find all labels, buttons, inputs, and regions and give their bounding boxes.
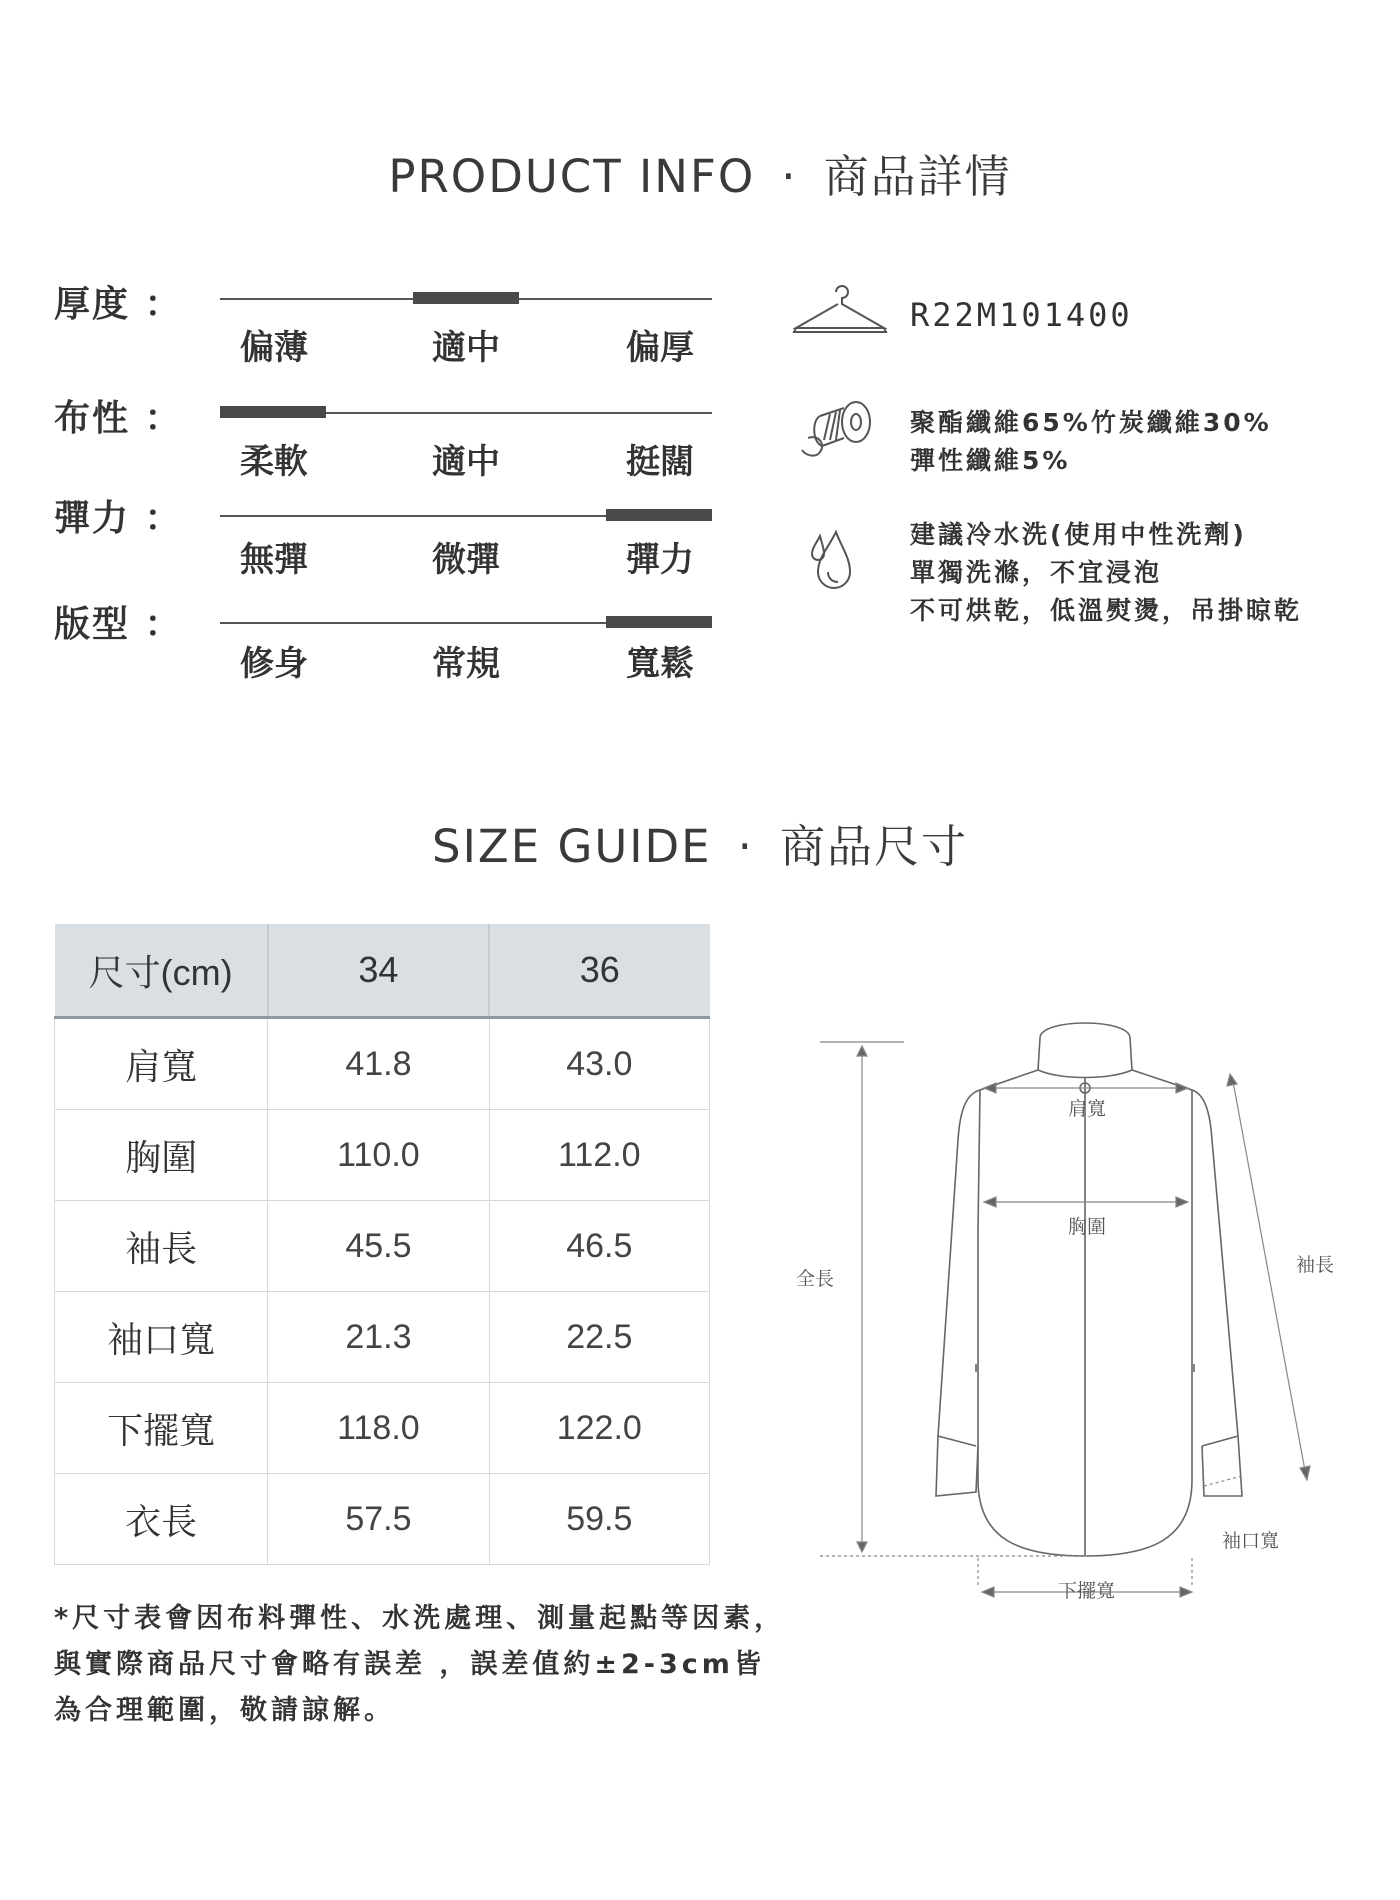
care-line-2: 單獨洗滌，不宜浸泡 [910, 558, 1163, 587]
diagram-label-sleeve: 袖長 [1296, 1254, 1335, 1276]
table-row [55, 1292, 710, 1383]
cell-value: 110.0 [268, 1110, 489, 1201]
option-stretch: 彈力 [626, 540, 694, 580]
option-moderate: 適中 [432, 442, 500, 482]
scale-marker-fit [606, 616, 712, 628]
table-row [55, 1110, 710, 1201]
scale-marker-fabric [220, 406, 326, 418]
option-thick: 偏厚 [626, 328, 694, 368]
option-slim: 修身 [240, 644, 308, 684]
material-spec [910, 404, 1272, 480]
material-line-1: 聚酯纖維65%竹炭纖維30% [910, 408, 1272, 437]
diagram-label-hem: 下擺寬 [1058, 1580, 1116, 1602]
size-guide-title [0, 810, 1400, 875]
size-table [54, 924, 710, 1565]
product-info-title [0, 140, 1400, 205]
row-label-chest: 胸圍 [55, 1110, 268, 1201]
row-label-length: 衣長 [55, 1474, 268, 1565]
material-line-2: 彈性纖維5% [910, 446, 1071, 475]
care-line-1: 建議冷水洗(使用中性洗劑) [910, 520, 1247, 549]
thread-spool-icon [800, 398, 884, 464]
attr-label-fabric: 布性 ： [54, 398, 183, 439]
table-row [55, 1383, 710, 1474]
diagram-label-length: 全長 [796, 1268, 835, 1290]
care-instructions [910, 516, 1302, 630]
option-medium: 適中 [432, 328, 500, 368]
option-regular: 常規 [432, 644, 500, 684]
cell-value: 21.3 [268, 1292, 489, 1383]
cell-value: 46.5 [489, 1201, 709, 1292]
title-separator: · [737, 820, 754, 873]
care-line-3: 不可烘乾，低溫熨燙，吊掛晾乾 [910, 596, 1303, 625]
table-row [55, 1018, 710, 1110]
cell-value: 122.0 [489, 1383, 709, 1474]
header-size-34: 34 [268, 924, 489, 1018]
row-label-cuff: 袖口寬 [55, 1292, 268, 1383]
option-no-stretch: 無彈 [240, 540, 308, 580]
attr-label-stretch: 彈力 ： [54, 498, 183, 539]
cell-value: 59.5 [489, 1474, 709, 1565]
cell-value: 22.5 [489, 1292, 709, 1383]
option-slight-stretch: 微彈 [432, 540, 500, 580]
cell-value: 43.0 [489, 1018, 709, 1110]
option-crisp: 挺闊 [626, 442, 694, 482]
product-info-title-zh: 商品詳情 [823, 150, 1012, 203]
note-line-1: *尺寸表會因布料彈性、水洗處理、測量起點等因素， [54, 1603, 786, 1634]
note-line-3: 為合理範圍，敬請諒解。 [54, 1695, 395, 1726]
size-table-header [55, 924, 710, 1018]
cell-value: 45.5 [268, 1201, 489, 1292]
size-guide-title-en: SIZE GUIDE [432, 820, 712, 873]
hanger-icon [792, 280, 888, 342]
table-row [55, 1474, 710, 1565]
note-line-2: 與實際商品尺寸會略有誤差 ，誤差值約±2-3cm皆 [54, 1649, 765, 1680]
product-code: R22M101400 [910, 296, 1133, 334]
table-row [55, 1201, 710, 1292]
size-guide-title-zh: 商品尺寸 [779, 820, 968, 873]
option-thin: 偏薄 [240, 328, 308, 368]
cell-value: 118.0 [268, 1383, 489, 1474]
size-disclaimer-note [54, 1596, 785, 1734]
cell-value: 57.5 [268, 1474, 489, 1565]
header-size-36: 36 [489, 924, 709, 1018]
attr-label-fit: 版型 ： [54, 604, 183, 645]
diagram-label-shoulder: 肩寬 [1068, 1098, 1107, 1120]
option-soft: 柔軟 [240, 442, 308, 482]
row-label-sleeve: 袖長 [55, 1201, 268, 1292]
option-loose: 寬鬆 [626, 644, 694, 684]
product-info-title-en: PRODUCT INFO [388, 150, 756, 203]
row-label-hem: 下擺寬 [55, 1383, 268, 1474]
scale-marker-stretch [606, 509, 712, 521]
cell-value: 41.8 [268, 1018, 489, 1110]
diagram-label-chest: 胸圍 [1068, 1216, 1107, 1238]
cell-value: 112.0 [489, 1110, 709, 1201]
title-separator: · [781, 150, 798, 203]
water-drop-icon [806, 526, 862, 592]
attr-label-thickness: 厚度 ： [54, 284, 183, 325]
diagram-label-cuff: 袖口寬 [1222, 1530, 1280, 1552]
scale-marker-thickness [413, 292, 519, 304]
row-label-shoulder: 肩寬 [55, 1018, 268, 1110]
header-size-label: 尺寸(cm) [55, 924, 268, 1018]
